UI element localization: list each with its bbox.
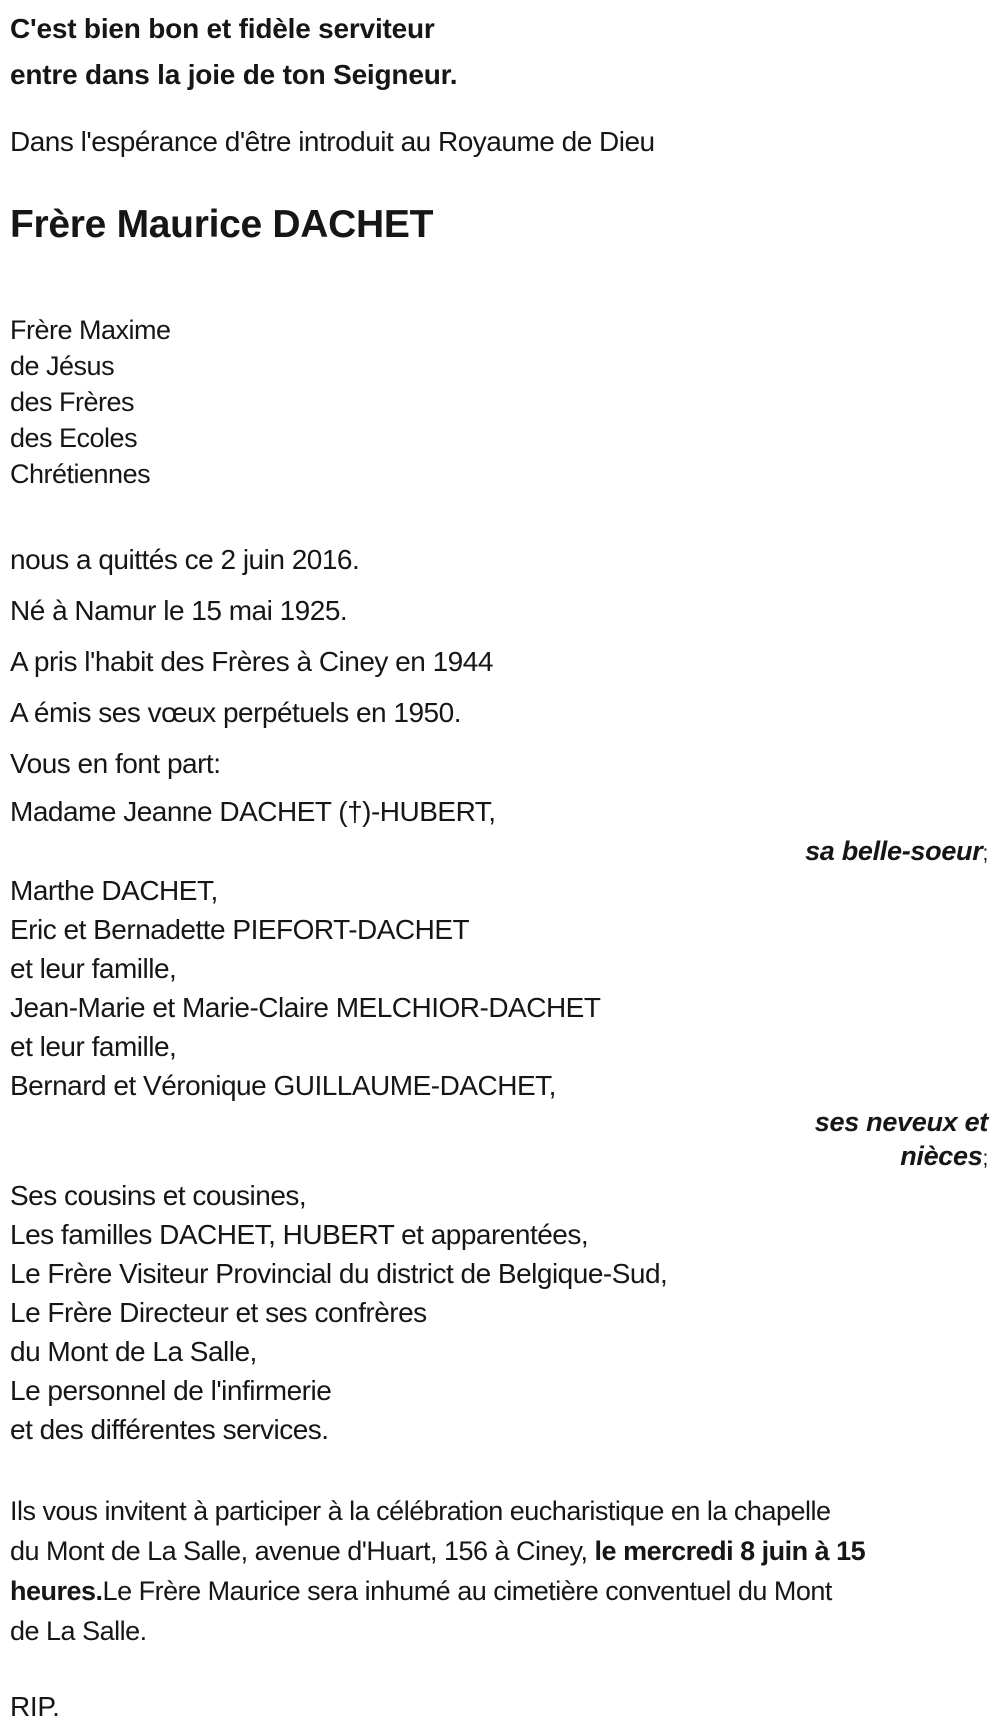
family-member-line: Ses cousins et cousines, — [10, 1180, 307, 1211]
family-member-line: et des différentes services. — [10, 1414, 329, 1445]
relation-punctuation: ; — [982, 842, 988, 865]
relation-punctuation: ; — [982, 1147, 988, 1170]
deceased-name-title: Frère Maurice DACHET — [10, 203, 434, 246]
religious-name-line: des Frères — [10, 387, 135, 417]
family-member-line: et leur famille, — [10, 953, 177, 984]
invitation-line: de La Salle. — [10, 1616, 147, 1646]
family-group-3 — [10, 1176, 988, 1449]
religious-name-line: Frère Maxime — [10, 315, 171, 345]
departure-line: nous a quittés ce 2 juin 2016. — [10, 544, 360, 575]
relation-label-neveux: ses neveux et — [814, 1107, 988, 1137]
family-member-line: Bernard et Véronique GUILLAUME-DACHET, — [10, 1070, 556, 1101]
relation-label-belle-soeur: sa belle-soeur; — [805, 836, 988, 866]
family-group-1 — [10, 789, 988, 871]
invitation-line: Ils vous invitent à participer à la célébration eucharistique en la chapelle — [10, 1496, 831, 1526]
family-member-line: Eric et Bernadette PIEFORT-DACHET — [10, 914, 470, 945]
quote-line-1: C'est bien bon et fidèle serviteur — [10, 13, 435, 44]
ceremony-datetime: heures. — [10, 1576, 103, 1606]
family-member-line: Le Frère Visiteur Provincial du district de Belgique-Sud, — [10, 1258, 668, 1289]
family-member-line: Madame Jeanne DACHET (†)-HUBERT, — [10, 796, 496, 827]
ceremony-datetime: le mercredi 8 juin à 15 — [594, 1536, 866, 1566]
religious-name-line: des Ecoles — [10, 423, 138, 453]
religious-name-line: Chrétiennes — [10, 459, 151, 489]
family-group-2 — [10, 871, 988, 1176]
family-member-line: du Mont de La Salle, — [10, 1336, 257, 1367]
invitation-line: heures.Le Frère Maurice sera inhumé au cimetière conventuel du Mont — [10, 1576, 832, 1606]
announcement-line: Vous en font part: — [10, 748, 221, 779]
family-member-line: Le Frère Directeur et ses confrères — [10, 1297, 427, 1328]
birth-line: Né à Namur le 15 mai 1925. — [10, 595, 348, 626]
religious-name-line: de Jésus — [10, 351, 115, 381]
family-member-line: Les familles DACHET, HUBERT et apparentées, — [10, 1219, 589, 1250]
hope-line: Dans l'espérance d'être introduit au Royaume de Dieu — [10, 126, 655, 157]
scripture-quote — [10, 6, 988, 98]
quote-line-2: entre dans la joie de ton Seigneur. — [10, 59, 458, 90]
funeral-invitation — [10, 1491, 988, 1651]
habit-line: A pris l'habit des Frères à Ciney en 1944 — [10, 646, 493, 677]
vows-line: A émis ses vœux perpétuels en 1950. — [10, 697, 461, 728]
family-member-line: Marthe DACHET, — [10, 875, 218, 906]
family-member-line: et leur famille, — [10, 1031, 177, 1062]
family-member-line: Le personnel de l'infirmerie — [10, 1375, 332, 1406]
invitation-line: du Mont de La Salle, avenue d'Huart, 156 à Ciney, le mercredi 8 juin à 15 — [10, 1536, 866, 1566]
family-member-line: Jean-Marie et Marie-Claire MELCHIOR-DACHET — [10, 992, 601, 1023]
life-events-block — [10, 534, 988, 789]
religious-name-block — [10, 312, 988, 492]
rip-line: RIP. — [10, 1691, 60, 1722]
relation-label-nieces: nièces; — [900, 1141, 988, 1171]
